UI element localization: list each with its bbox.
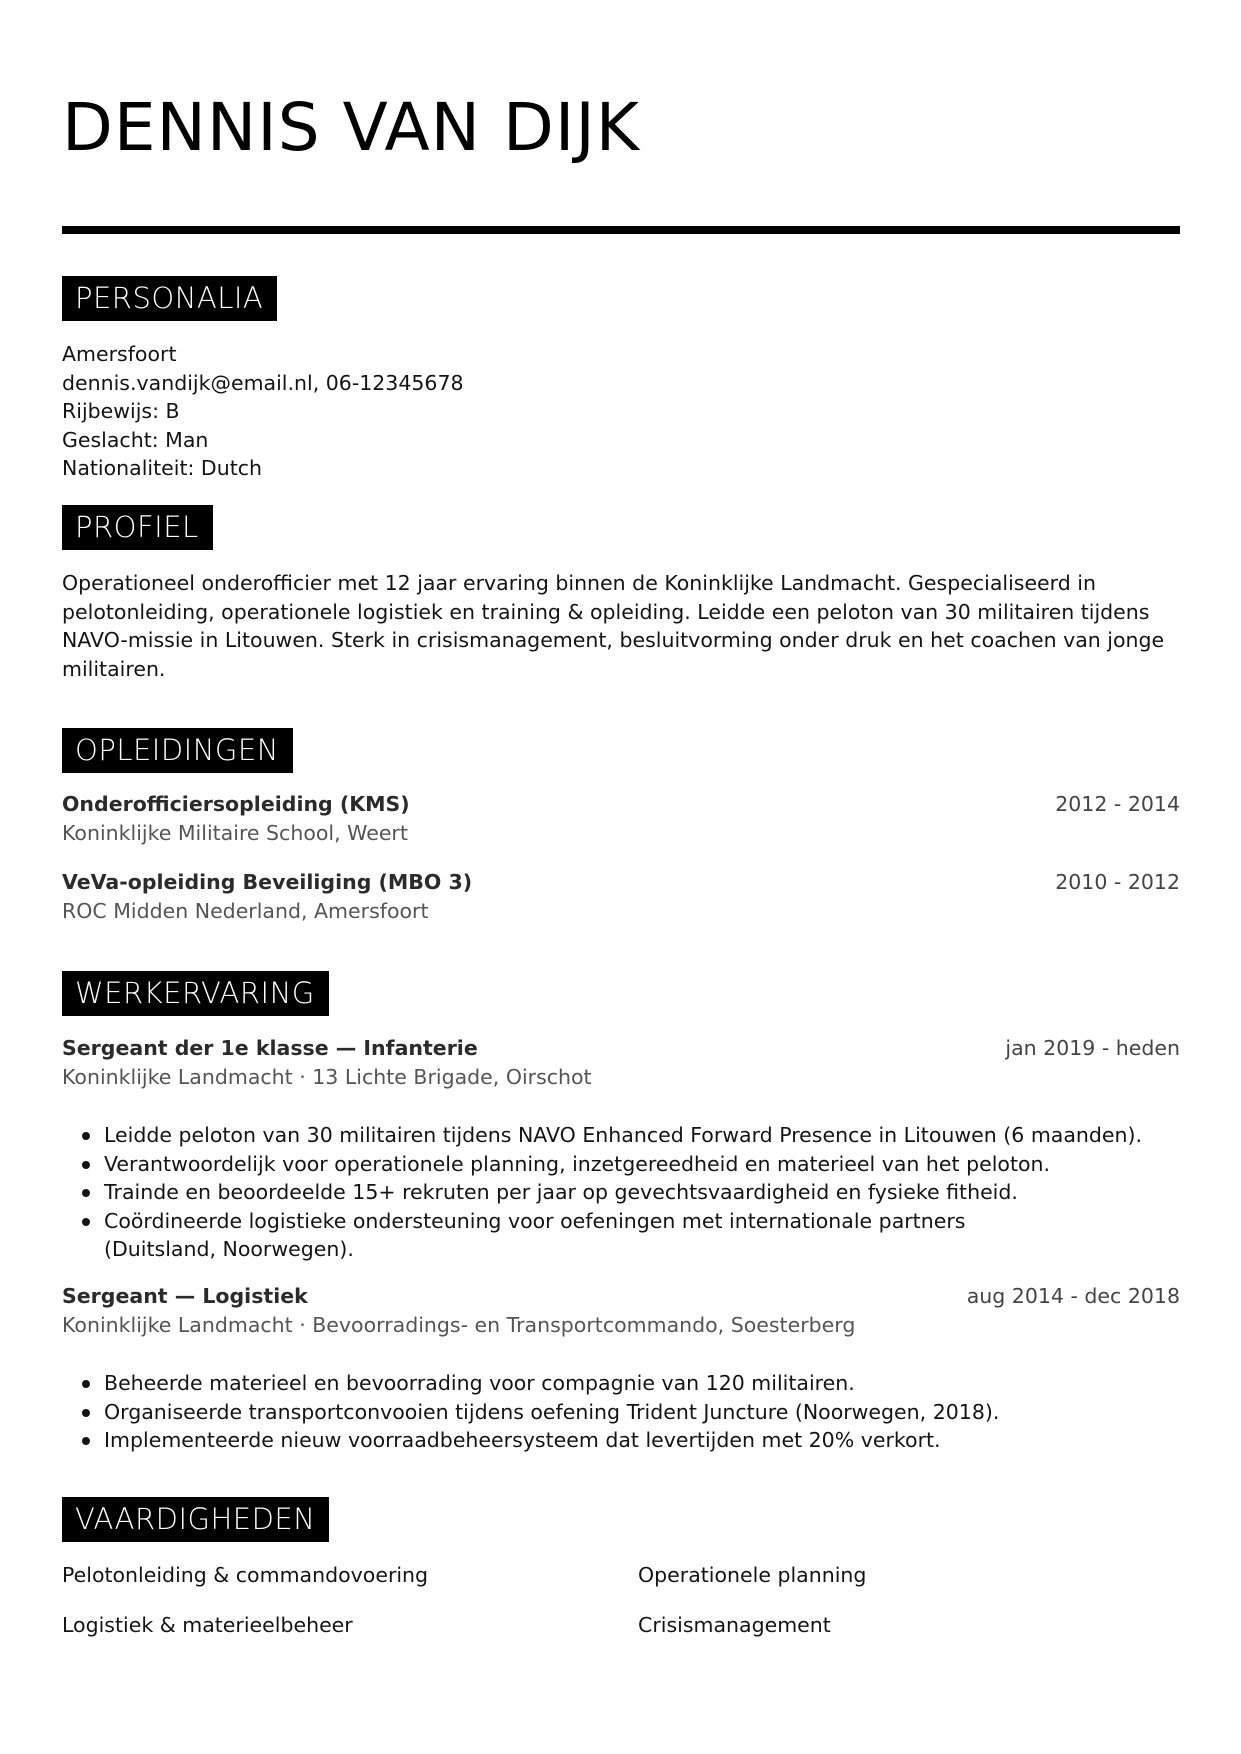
- experience-bullets: [62, 1369, 1180, 1455]
- experience-organization: Koninklijke Landmacht · Bevoorradings- en Transportcommando, Soesterberg: [62, 1313, 856, 1337]
- section-heading-vaardigheden: VAARDIGHEDEN: [62, 1497, 329, 1542]
- section-heading-werkervaring: WERKERVARING: [62, 971, 329, 1016]
- section-heading-personalia: PERSONALIA: [62, 276, 277, 321]
- education-institution: ROC Midden Nederland, Amersfoort: [62, 899, 429, 923]
- bullet-dot-icon: [82, 1132, 90, 1140]
- header-rule: [62, 226, 1180, 234]
- bullet-dot-icon: [82, 1189, 90, 1197]
- experience-period: jan 2019 - heden: [1005, 1036, 1180, 1060]
- bullet-item: Leidde peloton van 30 militairen tijdens NAVO Enhanced Forward Presence in Litouwen (6 maanden).: [62, 1121, 1180, 1150]
- personalia-contact: dennis.vandijk@email.nl, 06-12345678: [62, 370, 464, 395]
- experience-title: Sergeant — Logistiek: [62, 1284, 308, 1308]
- experience-period: aug 2014 - dec 2018: [966, 1284, 1180, 1308]
- personalia-list: [62, 340, 464, 483]
- section-heading-opleidingen: OPLEIDINGEN: [62, 728, 293, 773]
- bullet-dot-icon: [82, 1161, 90, 1169]
- person-name: DENNIS VAN DIJK: [62, 89, 641, 166]
- education-entry: [62, 868, 1180, 926]
- bullet-item: Organiseerde transportconvooien tijdens oefening Trident Juncture (Noorwegen, 2018).: [62, 1398, 1180, 1427]
- bullet-dot-icon: [82, 1409, 90, 1417]
- personalia-gender: Geslacht: Man: [62, 427, 209, 452]
- experience-bullets: [62, 1121, 1180, 1264]
- bullet-item: Implementeerde nieuw voorraadbeheersysteem dat levertijden met 20% verkort.: [62, 1426, 1180, 1455]
- personalia-license: Rijbewijs: B: [62, 399, 180, 423]
- experience-organization: Koninklijke Landmacht · 13 Lichte Brigade, Oirschot: [62, 1065, 592, 1089]
- experience-entry: [62, 1034, 1180, 1092]
- skill-item: Logistiek & materieelbeheer: [62, 1613, 353, 1637]
- experience-title: Sergeant der 1e klasse — Infanterie: [62, 1036, 478, 1060]
- skill-item: Operationele planning: [638, 1563, 867, 1587]
- bullet-item: Beheerde materieel en bevoorrading voor compagnie van 120 militairen.: [62, 1369, 1180, 1398]
- skill-item: Crisismanagement: [638, 1613, 831, 1637]
- education-title: Onderofficiersopleiding (KMS): [62, 792, 410, 816]
- personalia-city: Amersfoort: [62, 342, 177, 366]
- education-period: 2012 - 2014: [1055, 792, 1180, 816]
- section-heading-profiel: PROFIEL: [62, 505, 213, 550]
- experience-entry: [62, 1282, 1180, 1340]
- profile-text: Operationeel onderofficier met 12 jaar ervaring binnen de Koninklijke Landmacht. Gespecialiseerd in pelotonleiding, operationele logistiek en training & opleiding. Leidde een peloton van 30 militairen tijdens NAVO-missie in Litouwen. Sterk in crisismanagement, besluitvorming onder druk en het coachen van jonge militairen.: [62, 571, 1165, 681]
- education-institution: Koninklijke Militaire School, Weert: [62, 821, 408, 845]
- education-period: 2010 - 2012: [1055, 870, 1180, 894]
- bullet-item: Trainde en beoordeelde 15+ rekruten per jaar op gevechtsvaardigheid en fysieke fitheid.: [62, 1178, 1180, 1207]
- bullet-item: Verantwoordelijk voor operationele planning, inzetgereedheid en materieel van het peloton.: [62, 1150, 1180, 1179]
- skill-item: Pelotonleiding & commandovoering: [62, 1563, 429, 1587]
- education-entry: [62, 790, 1180, 848]
- personalia-nationality: Nationaliteit: Dutch: [62, 456, 263, 480]
- bullet-dot-icon: [82, 1218, 90, 1226]
- bullet-dot-icon: [82, 1380, 90, 1388]
- education-title: VeVa-opleiding Beveiliging (MBO 3): [62, 870, 473, 894]
- bullet-dot-icon: [82, 1437, 90, 1445]
- bullet-item: Coördineerde logistieke ondersteuning voor oefeningen met internationale partners (Duitsland, Noorwegen).: [62, 1207, 1180, 1264]
